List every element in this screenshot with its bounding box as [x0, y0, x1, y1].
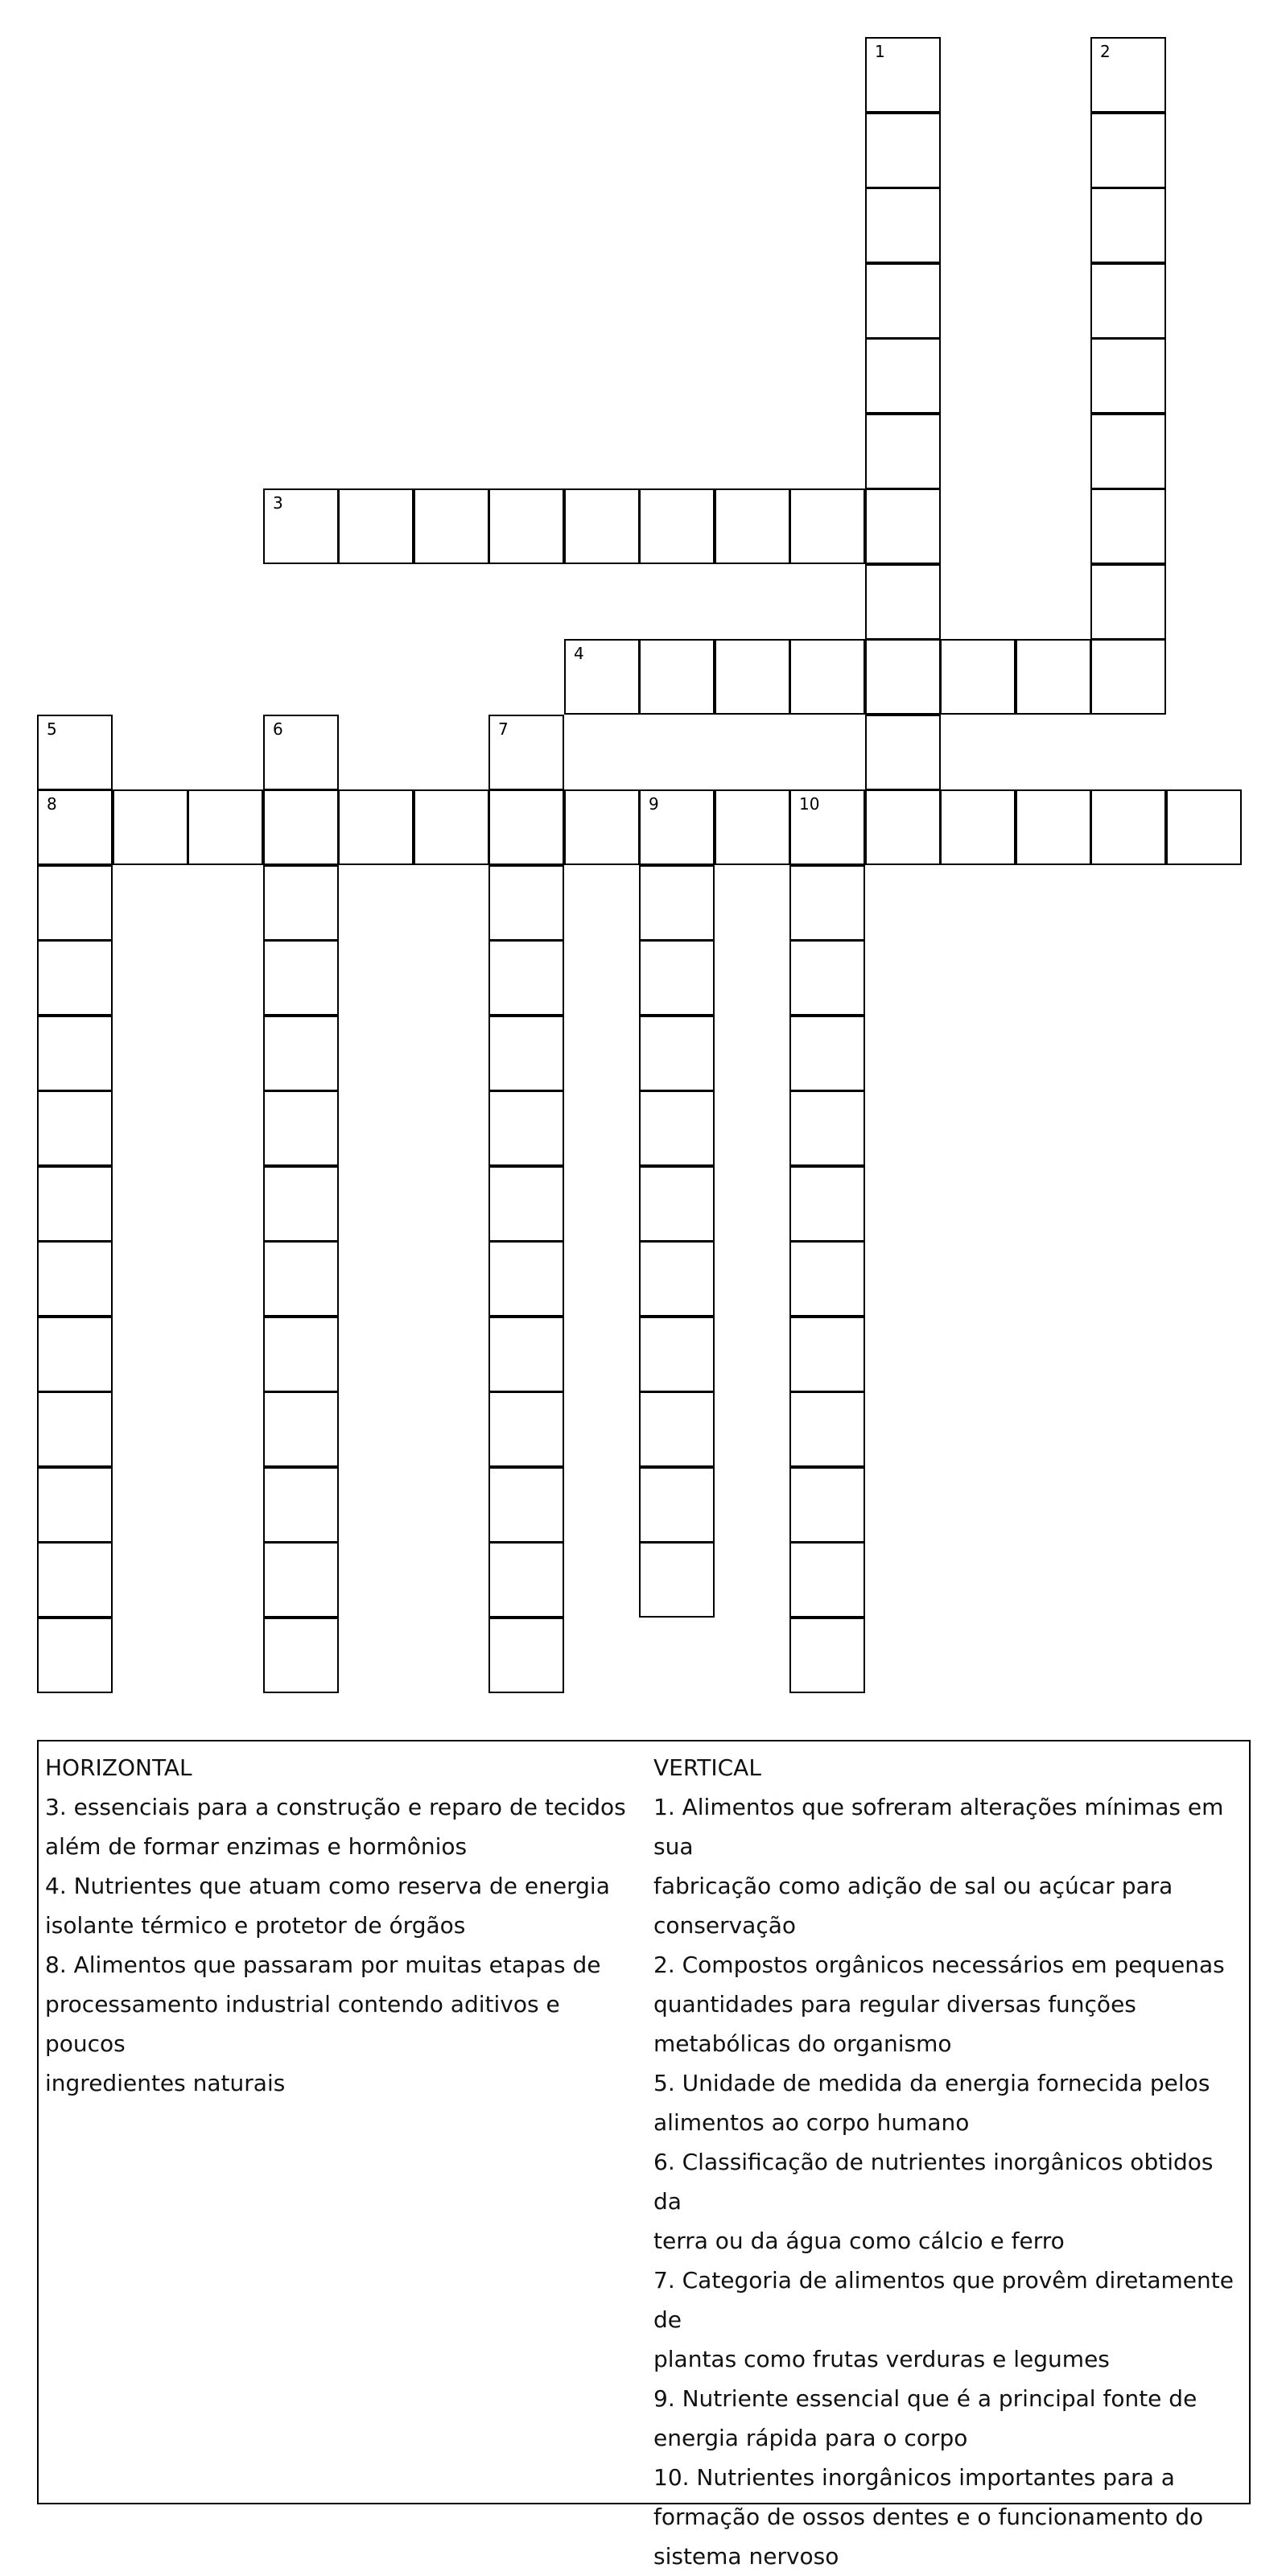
- crossword-cell[interactable]: [865, 338, 941, 414]
- crossword-cell[interactable]: [1090, 263, 1166, 339]
- crossword-cell[interactable]: [414, 789, 489, 865]
- crossword-cell[interactable]: [865, 263, 941, 339]
- crossword-cell[interactable]: [865, 37, 941, 113]
- crossword-cell[interactable]: [789, 1090, 865, 1166]
- crossword-cell[interactable]: [789, 1317, 865, 1392]
- clue-line: sistema nervoso: [653, 2543, 839, 2570]
- crossword-cell[interactable]: [488, 789, 564, 865]
- crossword-cell[interactable]: [865, 564, 941, 640]
- crossword-cell[interactable]: [263, 789, 339, 865]
- crossword-cell[interactable]: [37, 1618, 113, 1693]
- vertical-clues-title: VERTICAL: [653, 1754, 761, 1781]
- crossword-cell[interactable]: [37, 1016, 113, 1091]
- clue-line: energia rápida para o corpo: [653, 2425, 968, 2451]
- crossword-cell[interactable]: [488, 1166, 564, 1242]
- clue-line: plantas como frutas verduras e legumes: [653, 2346, 1110, 2372]
- clue-line: processamento industrial contendo aditivos e poucos: [45, 1991, 560, 2057]
- crossword-cell[interactable]: [789, 639, 865, 715]
- crossword-cell[interactable]: [940, 789, 1016, 865]
- horizontal-clues: [45, 1748, 633, 2103]
- crossword-cell[interactable]: [37, 865, 113, 941]
- crossword-cell[interactable]: [263, 1016, 339, 1091]
- clue-number: 2: [1100, 42, 1111, 61]
- crossword-cell[interactable]: [639, 1467, 715, 1543]
- crossword-cell[interactable]: [865, 488, 941, 564]
- crossword-cell[interactable]: [37, 1391, 113, 1467]
- crossword-cell[interactable]: [564, 639, 640, 715]
- clue-line: alimentos ao corpo humano: [653, 2109, 970, 2136]
- crossword-cell[interactable]: [865, 789, 941, 865]
- crossword-cell[interactable]: [263, 1391, 339, 1467]
- crossword-cell[interactable]: [488, 1317, 564, 1392]
- clue-line: isolante térmico e protetor de órgãos: [45, 1912, 466, 1939]
- clue-number: 1: [875, 42, 885, 61]
- crossword-cell[interactable]: [1090, 639, 1166, 715]
- crossword-cell[interactable]: [789, 1166, 865, 1242]
- crossword-cell[interactable]: [639, 639, 715, 715]
- clue-number: 8: [47, 794, 57, 814]
- crossword-cell[interactable]: [263, 1090, 339, 1166]
- crossword-cell[interactable]: [639, 1391, 715, 1467]
- crossword-cell[interactable]: [789, 1618, 865, 1693]
- crossword-cell[interactable]: [37, 1467, 113, 1543]
- crossword-cell[interactable]: [865, 113, 941, 188]
- crossword-cell[interactable]: [338, 488, 414, 564]
- clue-number: 7: [498, 719, 509, 739]
- crossword-cell[interactable]: [263, 865, 339, 941]
- crossword-cell[interactable]: [188, 789, 263, 865]
- crossword-cell[interactable]: [789, 1467, 865, 1543]
- crossword-cell[interactable]: [789, 488, 865, 564]
- crossword-cell[interactable]: [488, 1241, 564, 1317]
- crossword-cell[interactable]: [1090, 564, 1166, 640]
- clue-number: 3: [273, 493, 283, 513]
- clue-line: 4. Nutrientes que atuam como reserva de energia: [45, 1873, 610, 1899]
- crossword-cell[interactable]: [1166, 789, 1242, 865]
- crossword-cell[interactable]: [488, 715, 564, 790]
- crossword-cell[interactable]: [789, 1016, 865, 1091]
- clue-line: 1. Alimentos que sofreram alterações mínimas em sua: [653, 1794, 1224, 1860]
- crossword-cell[interactable]: [789, 789, 865, 865]
- crossword-cell[interactable]: [37, 1090, 113, 1166]
- crossword-cell[interactable]: [789, 940, 865, 1016]
- clue-line: 9. Nutriente essencial que é a principal fonte de: [653, 2385, 1197, 2412]
- crossword-cell[interactable]: [1016, 639, 1091, 715]
- crossword-cell[interactable]: [1090, 488, 1166, 564]
- crossword-cell[interactable]: [37, 1166, 113, 1242]
- clue-line: terra ou da água como cálcio e ferro: [653, 2228, 1065, 2254]
- crossword-cell[interactable]: [639, 1241, 715, 1317]
- crossword-cell[interactable]: [1090, 113, 1166, 188]
- clue-number: 10: [799, 794, 820, 814]
- crossword-cell[interactable]: [37, 940, 113, 1016]
- clue-line: 5. Unidade de medida da energia fornecida pelos: [653, 2070, 1210, 2096]
- crossword-cell[interactable]: [263, 1241, 339, 1317]
- clue-number: 4: [574, 644, 584, 663]
- clue-number: 9: [649, 794, 659, 814]
- crossword-cell[interactable]: [789, 1391, 865, 1467]
- crossword-cell[interactable]: [1090, 37, 1166, 113]
- crossword-cell[interactable]: [263, 940, 339, 1016]
- crossword-cell[interactable]: [263, 1542, 339, 1618]
- clue-line: metabólicas do organismo: [653, 2030, 952, 2057]
- crossword-cell[interactable]: [1090, 188, 1166, 263]
- crossword-cell[interactable]: [639, 1317, 715, 1392]
- crossword-cell[interactable]: [865, 639, 941, 715]
- clues-panel: [37, 1740, 1251, 2570]
- crossword-cell[interactable]: [488, 488, 564, 564]
- crossword-cell[interactable]: [488, 1090, 564, 1166]
- clue-line: 3. essenciais para a construção e reparo de tecidos: [45, 1794, 626, 1820]
- clue-line: 7. Categoria de alimentos que provêm diretamente de: [653, 2267, 1234, 2333]
- crossword-cell[interactable]: [263, 1166, 339, 1242]
- crossword-cell[interactable]: [639, 789, 715, 865]
- clue-line: conservação: [653, 1912, 797, 1939]
- crossword-cell[interactable]: [564, 488, 640, 564]
- crossword-cell[interactable]: [37, 1542, 113, 1618]
- crossword-cell[interactable]: [715, 789, 790, 865]
- clue-number: 6: [273, 719, 283, 739]
- crossword-cell[interactable]: [639, 488, 715, 564]
- crossword-cell[interactable]: [488, 940, 564, 1016]
- clue-line: formação de ossos dentes e o funcionamento do: [653, 2504, 1204, 2530]
- clue-line: quantidades para regular diversas funções: [653, 1991, 1136, 2018]
- crossword-cell[interactable]: [263, 1317, 339, 1392]
- crossword-cell[interactable]: [488, 865, 564, 941]
- crossword-cell[interactable]: [715, 639, 790, 715]
- crossword-cell[interactable]: [37, 715, 113, 790]
- crossword-cell[interactable]: [715, 488, 790, 564]
- crossword-cell[interactable]: [639, 1090, 715, 1166]
- crossword-cell[interactable]: [1090, 338, 1166, 414]
- crossword-cell[interactable]: [639, 865, 715, 941]
- crossword-cell[interactable]: [488, 1467, 564, 1543]
- crossword-cell[interactable]: [865, 715, 941, 790]
- crossword-cell[interactable]: [488, 1542, 564, 1618]
- crossword-cell[interactable]: [789, 1241, 865, 1317]
- crossword-cell[interactable]: [639, 1166, 715, 1242]
- horizontal-clues-title: HORIZONTAL: [45, 1754, 192, 1781]
- crossword-cell[interactable]: [1090, 789, 1166, 865]
- crossword-cell[interactable]: [789, 1542, 865, 1618]
- crossword-cell[interactable]: [940, 639, 1016, 715]
- clue-number: 5: [47, 719, 57, 739]
- crossword-cell[interactable]: [338, 789, 414, 865]
- crossword-cell[interactable]: [37, 789, 113, 865]
- clue-line: ingredientes naturais: [45, 2070, 286, 2096]
- crossword-cell[interactable]: [488, 1618, 564, 1693]
- clue-line: 2. Compostos orgânicos necessários em pequenas: [653, 1952, 1225, 1978]
- crossword-cell[interactable]: [414, 488, 489, 564]
- crossword-cell[interactable]: [789, 865, 865, 941]
- clue-line: fabricação como adição de sal ou açúcar para: [653, 1873, 1173, 1899]
- crossword-cell[interactable]: [263, 488, 339, 564]
- clue-line: além de formar enzimas e hormônios: [45, 1833, 468, 1860]
- crossword-cell[interactable]: [113, 789, 188, 865]
- clue-line: 6. Classificação de nutrientes inorgânicos obtidos da: [653, 2149, 1214, 2215]
- crossword-cell[interactable]: [564, 789, 640, 865]
- crossword-cell[interactable]: [488, 1391, 564, 1467]
- crossword-cell[interactable]: [37, 1241, 113, 1317]
- vertical-clues: [653, 1748, 1246, 2576]
- crossword-cell[interactable]: [263, 1618, 339, 1693]
- crossword-cell[interactable]: [263, 715, 339, 790]
- crossword-cell[interactable]: [639, 1542, 715, 1618]
- crossword-cell[interactable]: [1090, 414, 1166, 489]
- crossword-cell[interactable]: [1016, 789, 1091, 865]
- crossword-cell[interactable]: [37, 1317, 113, 1392]
- crossword-cell[interactable]: [488, 1016, 564, 1091]
- crossword-cell[interactable]: [865, 188, 941, 263]
- crossword-cell[interactable]: [263, 1467, 339, 1543]
- clue-line: 8. Alimentos que passaram por muitas etapas de: [45, 1952, 601, 1978]
- crossword-cell[interactable]: [639, 940, 715, 1016]
- crossword-cell[interactable]: [639, 1016, 715, 1091]
- crossword-cell[interactable]: [865, 414, 941, 489]
- clue-line: 10. Nutrientes inorgânicos importantes para a: [653, 2464, 1175, 2491]
